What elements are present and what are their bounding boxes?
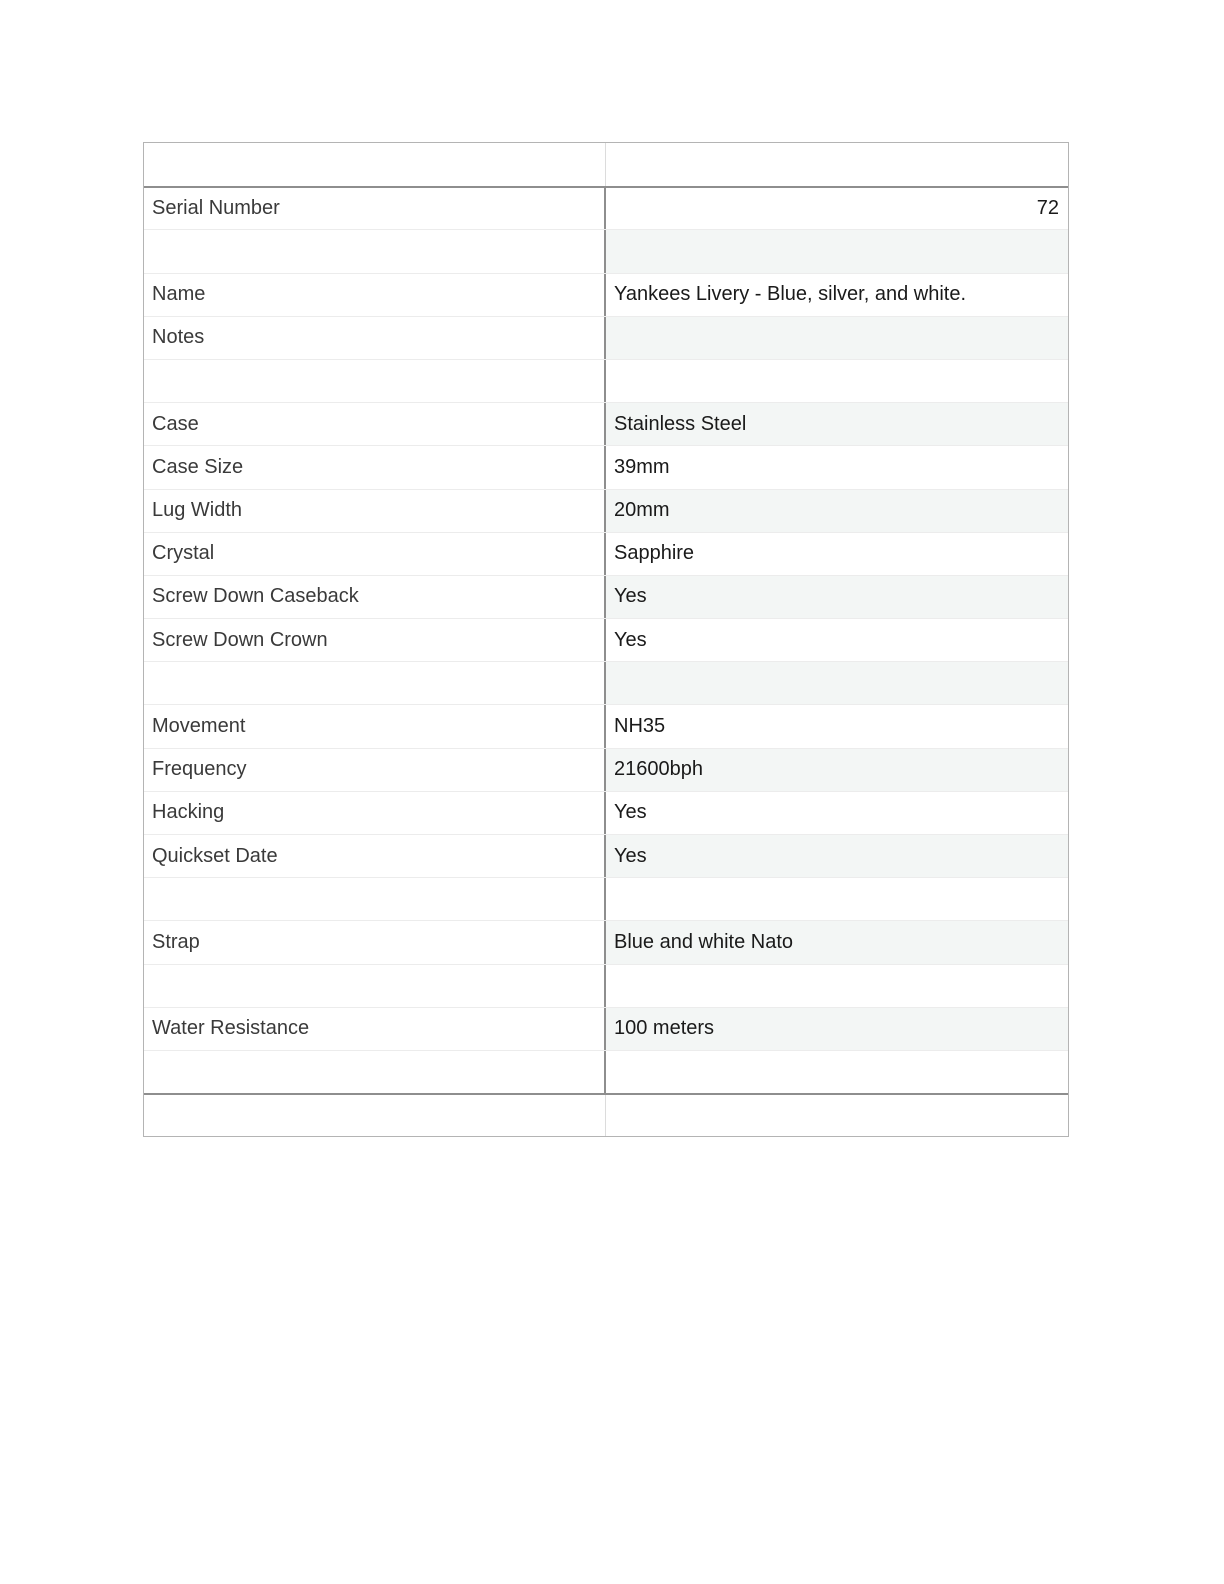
row-label[interactable]: Serial Number [144,188,606,229]
row-label[interactable]: Frequency [144,749,606,791]
row-value[interactable] [606,1051,1068,1093]
row-value[interactable]: Yes [606,835,1068,877]
row-value[interactable]: Yes [606,576,1068,618]
header-cell-label[interactable] [144,143,606,186]
row-value[interactable]: Stainless Steel [606,403,1068,445]
table-row-screw-down-crown [144,618,1068,661]
row-value[interactable]: Yankees Livery - Blue, silver, and white. [614,283,967,306]
row-value[interactable]: Yes [614,628,647,651]
footer-cell-label[interactable] [144,1095,606,1136]
table-row-notes [144,316,1068,359]
table-row-movement [144,704,1068,747]
row-value[interactable] [606,360,1068,402]
row-value[interactable]: 21600bph [606,749,1068,791]
table-row-blank [144,877,1068,920]
table-row-hacking [144,791,1068,834]
row-value[interactable]: Yes [614,801,647,824]
table-row-blank [144,964,1068,1007]
row-label[interactable]: Quickset Date [144,835,606,877]
row-value[interactable]: 20mm [606,490,1068,532]
row-label[interactable] [144,878,606,920]
table-row-serial-number [144,186,1068,229]
spec-table [143,142,1069,1137]
row-label[interactable]: Lug Width [144,490,606,532]
row-label[interactable]: Strap [144,921,606,963]
table-row-crystal [144,532,1068,575]
table-row-strap [144,920,1068,963]
table-row-quickset-date [144,834,1068,877]
row-value[interactable] [606,662,1068,704]
row-label[interactable]: Water Resistance [144,1008,606,1050]
row-label[interactable]: Notes [144,317,606,359]
row-label[interactable]: Crystal [144,533,606,575]
table-row-lug-width [144,489,1068,532]
footer-cell-value[interactable] [606,1095,1068,1136]
row-label[interactable]: Case [144,403,606,445]
row-label[interactable]: Screw Down Caseback [144,576,606,618]
row-label[interactable] [144,230,606,272]
row-value[interactable] [606,230,1068,272]
row-label[interactable]: Name [144,274,606,316]
table-row-blank [144,229,1068,272]
row-value[interactable] [606,965,1068,1007]
row-value[interactable]: 72 [1036,197,1059,220]
row-value[interactable] [606,317,1068,359]
table-row-blank [144,661,1068,704]
row-label[interactable] [144,662,606,704]
table-row-name [144,273,1068,316]
row-label[interactable]: Hacking [144,792,606,834]
row-value[interactable]: Blue and white Nato [606,921,1068,963]
header-cell-value[interactable] [606,143,1068,186]
row-value[interactable]: 100 meters [606,1008,1068,1050]
table-row-frequency [144,748,1068,791]
table-header-row [144,143,1068,186]
row-label[interactable]: Screw Down Crown [144,619,606,661]
row-value[interactable] [606,878,1068,920]
table-row-case [144,402,1068,445]
table-row-screw-down-caseback [144,575,1068,618]
row-label[interactable] [144,360,606,402]
row-value[interactable]: 39mm [614,455,670,478]
row-label[interactable] [144,965,606,1007]
row-label[interactable]: Case Size [144,446,606,488]
row-value[interactable]: Sapphire [614,542,695,565]
table-row-blank [144,359,1068,402]
row-value[interactable]: NH35 [614,715,666,738]
row-label[interactable]: Movement [144,705,606,747]
table-row-case-size [144,445,1068,488]
table-row-blank [144,1050,1068,1093]
table-footer-row [144,1093,1068,1136]
table-row-water-resistance [144,1007,1068,1050]
row-label[interactable] [144,1051,606,1093]
